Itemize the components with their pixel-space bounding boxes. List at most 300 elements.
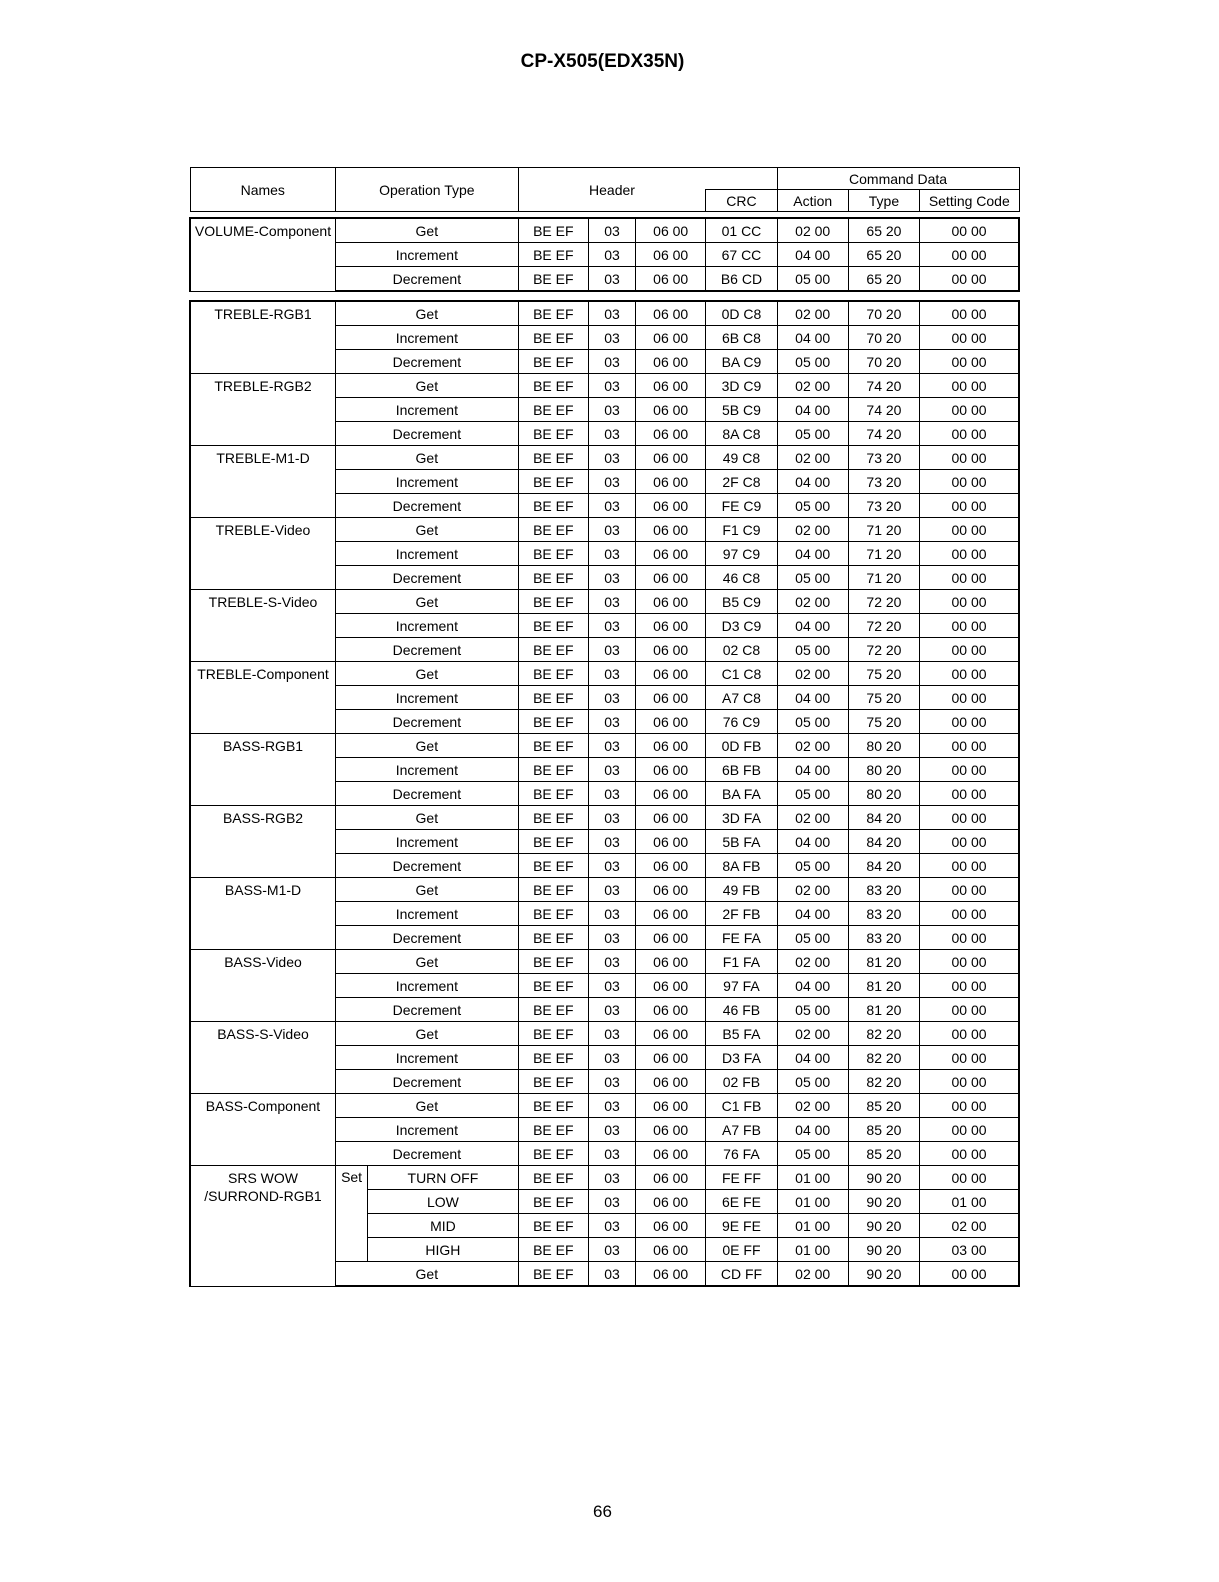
cell-operation: Increment: [336, 902, 519, 926]
cell-crc: A7 C8: [706, 686, 777, 710]
cell-header_3: 06 00: [636, 854, 706, 878]
cell-action: 04 00: [777, 686, 848, 710]
row-group-name: VOLUME-Component: [190, 218, 336, 291]
cell-action: 05 00: [777, 350, 848, 374]
cell-operation: Decrement: [336, 1070, 519, 1094]
cell-crc: 5B FA: [706, 830, 777, 854]
cell-header_1: BE EF: [518, 542, 588, 566]
cell-header_1: BE EF: [518, 806, 588, 830]
cell-crc: 2F C8: [706, 470, 777, 494]
cell-operation: Decrement: [336, 710, 519, 734]
table-row: [190, 374, 1019, 398]
cell-type: 72 20: [848, 638, 919, 662]
cell-header_1: BE EF: [518, 854, 588, 878]
cell-type: 82 20: [848, 1022, 919, 1046]
cell-type: 71 20: [848, 518, 919, 542]
cell-type: 84 20: [848, 806, 919, 830]
cell-action: 04 00: [777, 902, 848, 926]
cell-header_3: 06 00: [636, 1046, 706, 1070]
cell-operation: Increment: [336, 686, 519, 710]
table-row: [190, 950, 1019, 974]
cell-header_2: 03: [588, 878, 635, 902]
cell-type: 75 20: [848, 710, 919, 734]
cell-header_3: 06 00: [636, 662, 706, 686]
cell-operation: Get: [336, 1094, 519, 1118]
cell-setting: 00 00: [920, 590, 1019, 614]
cell-action: 02 00: [777, 1022, 848, 1046]
cell-header_1: BE EF: [518, 1046, 588, 1070]
cell-header_1: BE EF: [518, 878, 588, 902]
cell-header_1: BE EF: [518, 218, 588, 243]
cell-setting: 00 00: [920, 662, 1019, 686]
header-command-data: Command Data: [777, 168, 1019, 190]
header-operation-type: Operation Type: [336, 168, 519, 212]
cell-setting: 00 00: [920, 614, 1019, 638]
cell-operation: Increment: [336, 470, 519, 494]
cell-header_1: BE EF: [518, 662, 588, 686]
cell-header_1: BE EF: [518, 1166, 588, 1190]
cell-crc: 8A FB: [706, 854, 777, 878]
cell-header_1: BE EF: [518, 1022, 588, 1046]
cell-operation: Get: [336, 950, 519, 974]
cell-setting: 01 00: [920, 1190, 1019, 1214]
cell-header_2: 03: [588, 614, 635, 638]
cell-header_2: 03: [588, 1214, 635, 1238]
srs-name-line2: /SURROND-RGB1: [204, 1188, 322, 1204]
cell-type: 74 20: [848, 398, 919, 422]
cell-crc: 3D C9: [706, 374, 777, 398]
cell-header_3: 06 00: [636, 518, 706, 542]
cell-header_2: 03: [588, 950, 635, 974]
cell-header_2: 03: [588, 1262, 635, 1287]
row-group-name: TREBLE-Video: [190, 518, 336, 590]
cell-header_3: 06 00: [636, 830, 706, 854]
cell-type: 85 20: [848, 1094, 919, 1118]
table-row: [190, 301, 1019, 326]
cell-type: 83 20: [848, 902, 919, 926]
cell-operation: MID: [368, 1214, 519, 1238]
cell-type: 80 20: [848, 734, 919, 758]
cell-header_2: 03: [588, 902, 635, 926]
cell-type: 90 20: [848, 1262, 919, 1287]
cell-operation: Decrement: [336, 566, 519, 590]
cell-operation: Increment: [336, 398, 519, 422]
cell-header_1: BE EF: [518, 638, 588, 662]
cell-header_1: BE EF: [518, 758, 588, 782]
cell-header_1: BE EF: [518, 1118, 588, 1142]
cell-operation: Decrement: [336, 267, 519, 292]
cell-setting: 00 00: [920, 446, 1019, 470]
row-group-name: TREBLE-S-Video: [190, 590, 336, 662]
cell-crc: 6E FE: [706, 1190, 777, 1214]
cell-setting: 00 00: [920, 1094, 1019, 1118]
cell-header_2: 03: [588, 1166, 635, 1190]
cell-header_1: BE EF: [518, 326, 588, 350]
cell-action: 04 00: [777, 243, 848, 267]
cell-header_1: BE EF: [518, 974, 588, 998]
cell-action: 02 00: [777, 878, 848, 902]
cell-action: 04 00: [777, 614, 848, 638]
cell-setting: 00 00: [920, 734, 1019, 758]
cell-operation: Get: [336, 301, 519, 326]
cell-setting: 03 00: [920, 1238, 1019, 1262]
cell-header_3: 06 00: [636, 686, 706, 710]
cell-header_1: BE EF: [518, 710, 588, 734]
cell-setting: 00 00: [920, 350, 1019, 374]
cell-type: 85 20: [848, 1118, 919, 1142]
cell-setting: 00 00: [920, 902, 1019, 926]
cell-action: 04 00: [777, 542, 848, 566]
cell-crc: D3 C9: [706, 614, 777, 638]
table-row: [190, 446, 1019, 470]
cell-header_3: 06 00: [636, 638, 706, 662]
cell-header_2: 03: [588, 1094, 635, 1118]
cell-operation: Increment: [336, 1046, 519, 1070]
cell-header_2: 03: [588, 662, 635, 686]
cell-operation: Decrement: [336, 782, 519, 806]
cell-header_2: 03: [588, 267, 635, 292]
cell-header_2: 03: [588, 470, 635, 494]
cell-type: 73 20: [848, 470, 919, 494]
cell-action: 02 00: [777, 950, 848, 974]
cell-header_3: 06 00: [636, 267, 706, 292]
cell-crc: 67 CC: [706, 243, 777, 267]
cell-header_3: 06 00: [636, 590, 706, 614]
cell-crc: 02 FB: [706, 1070, 777, 1094]
cell-operation: Increment: [336, 326, 519, 350]
cell-operation: Get: [336, 662, 519, 686]
cell-operation: Increment: [336, 243, 519, 267]
cell-action: 05 00: [777, 854, 848, 878]
cell-setting: 00 00: [920, 830, 1019, 854]
cell-crc: 0E FF: [706, 1238, 777, 1262]
cell-operation: Decrement: [336, 494, 519, 518]
row-group-name: BASS-M1-D: [190, 878, 336, 950]
row-group-name: BASS-Video: [190, 950, 336, 1022]
cell-header_2: 03: [588, 1238, 635, 1262]
cell-header_3: 06 00: [636, 1118, 706, 1142]
cell-header_1: BE EF: [518, 446, 588, 470]
cell-operation: TURN OFF: [368, 1166, 519, 1190]
cell-setting: 00 00: [920, 686, 1019, 710]
cell-header_2: 03: [588, 782, 635, 806]
cell-action: 05 00: [777, 1142, 848, 1166]
header-crc: CRC: [706, 190, 777, 212]
cell-action: 02 00: [777, 374, 848, 398]
cell-header_3: 06 00: [636, 374, 706, 398]
cell-header_3: 06 00: [636, 998, 706, 1022]
cell-header_1: BE EF: [518, 374, 588, 398]
cell-header_1: BE EF: [518, 422, 588, 446]
table-row: [190, 662, 1019, 686]
cell-type: 65 20: [848, 243, 919, 267]
cell-crc: 2F FB: [706, 902, 777, 926]
cell-setting: 00 00: [920, 518, 1019, 542]
cell-header_3: 06 00: [636, 446, 706, 470]
cell-header_2: 03: [588, 854, 635, 878]
cell-operation: LOW: [368, 1190, 519, 1214]
cell-setting: 00 00: [920, 566, 1019, 590]
cell-operation: Get: [336, 1262, 519, 1287]
cell-crc: 46 C8: [706, 566, 777, 590]
command-table: [189, 167, 1020, 1287]
cell-header_2: 03: [588, 638, 635, 662]
row-group-name: TREBLE-Component: [190, 662, 336, 734]
cell-header_3: 06 00: [636, 758, 706, 782]
cell-type: 74 20: [848, 374, 919, 398]
cell-header_3: 06 00: [636, 326, 706, 350]
cell-header_1: BE EF: [518, 734, 588, 758]
cell-header_3: 06 00: [636, 1238, 706, 1262]
page-number: 66: [593, 1502, 612, 1521]
cell-action: 02 00: [777, 806, 848, 830]
cell-header_3: 06 00: [636, 422, 706, 446]
cell-crc: B6 CD: [706, 267, 777, 292]
row-group-name: TREBLE-RGB1: [190, 301, 336, 374]
cell-type: 84 20: [848, 830, 919, 854]
cell-setting: 00 00: [920, 494, 1019, 518]
cell-header_3: 06 00: [636, 1262, 706, 1287]
cell-operation: Get: [336, 218, 519, 243]
cell-header_2: 03: [588, 926, 635, 950]
header-action: Action: [777, 190, 848, 212]
cell-crc: 76 FA: [706, 1142, 777, 1166]
cell-header_2: 03: [588, 243, 635, 267]
cell-action: 04 00: [777, 974, 848, 998]
cell-type: 73 20: [848, 494, 919, 518]
cell-type: 81 20: [848, 950, 919, 974]
cell-action: 01 00: [777, 1166, 848, 1190]
cell-header_3: 06 00: [636, 614, 706, 638]
cell-type: 65 20: [848, 218, 919, 243]
cell-operation: Increment: [336, 974, 519, 998]
cell-header_2: 03: [588, 998, 635, 1022]
table-row: [190, 218, 1019, 243]
cell-header_2: 03: [588, 566, 635, 590]
cell-operation: Decrement: [336, 350, 519, 374]
cell-setting: 00 00: [920, 243, 1019, 267]
cell-setting: 02 00: [920, 1214, 1019, 1238]
cell-action: 02 00: [777, 301, 848, 326]
cell-header_1: BE EF: [518, 902, 588, 926]
cell-action: 05 00: [777, 494, 848, 518]
cell-header_1: BE EF: [518, 518, 588, 542]
cell-setting: 00 00: [920, 422, 1019, 446]
row-group-name: BASS-RGB2: [190, 806, 336, 878]
cell-header_2: 03: [588, 1022, 635, 1046]
cell-operation: Get: [336, 518, 519, 542]
cell-header_3: 06 00: [636, 1166, 706, 1190]
header-setting-code: Setting Code: [920, 190, 1019, 212]
cell-crc: 6B C8: [706, 326, 777, 350]
cell-operation: Decrement: [336, 638, 519, 662]
cell-header_2: 03: [588, 446, 635, 470]
cell-operation: Get: [336, 590, 519, 614]
cell-setting: 00 00: [920, 926, 1019, 950]
cell-header_3: 06 00: [636, 734, 706, 758]
cell-header_3: 06 00: [636, 1142, 706, 1166]
cell-operation: Get: [336, 374, 519, 398]
cell-crc: 8A C8: [706, 422, 777, 446]
cell-setting: 00 00: [920, 1262, 1019, 1287]
cell-crc: BA FA: [706, 782, 777, 806]
cell-header_3: 06 00: [636, 926, 706, 950]
cell-setting: 00 00: [920, 218, 1019, 243]
cell-header_2: 03: [588, 1142, 635, 1166]
cell-header_3: 06 00: [636, 542, 706, 566]
cell-action: 05 00: [777, 782, 848, 806]
cell-header_1: BE EF: [518, 614, 588, 638]
cell-operation: Decrement: [336, 854, 519, 878]
cell-header_2: 03: [588, 326, 635, 350]
cell-action: 02 00: [777, 1262, 848, 1287]
cell-header_2: 03: [588, 734, 635, 758]
cell-setting: 00 00: [920, 267, 1019, 292]
cell-header_3: 06 00: [636, 782, 706, 806]
cell-action: 05 00: [777, 998, 848, 1022]
cell-operation: Decrement: [336, 998, 519, 1022]
table-row: [190, 1094, 1019, 1118]
cell-type: 74 20: [848, 422, 919, 446]
row-group-name: TREBLE-M1-D: [190, 446, 336, 518]
cell-header_1: BE EF: [518, 566, 588, 590]
cell-header_2: 03: [588, 301, 635, 326]
cell-action: 04 00: [777, 470, 848, 494]
cell-operation: Increment: [336, 614, 519, 638]
cell-action: 04 00: [777, 398, 848, 422]
cell-header_2: 03: [588, 830, 635, 854]
cell-type: 80 20: [848, 758, 919, 782]
cell-setting: 00 00: [920, 998, 1019, 1022]
cell-type: 90 20: [848, 1166, 919, 1190]
cell-crc: F1 C9: [706, 518, 777, 542]
cell-setting: 00 00: [920, 542, 1019, 566]
cell-crc: C1 FB: [706, 1094, 777, 1118]
cell-crc: B5 C9: [706, 590, 777, 614]
cell-header_1: BE EF: [518, 950, 588, 974]
cell-crc: A7 FB: [706, 1118, 777, 1142]
cell-crc: 0D FB: [706, 734, 777, 758]
cell-type: 85 20: [848, 1142, 919, 1166]
cell-header_3: 06 00: [636, 218, 706, 243]
cell-header_1: BE EF: [518, 830, 588, 854]
cell-header_1: BE EF: [518, 267, 588, 292]
cell-crc: CD FF: [706, 1262, 777, 1287]
cell-header_2: 03: [588, 374, 635, 398]
cell-operation: Increment: [336, 1118, 519, 1142]
document-title: CP-X505(EDX35N): [520, 51, 685, 72]
cell-header_3: 06 00: [636, 1070, 706, 1094]
cell-setting: 00 00: [920, 1166, 1019, 1190]
cell-header_1: BE EF: [518, 1142, 588, 1166]
cell-header_2: 03: [588, 806, 635, 830]
row-group-name: BASS-RGB1: [190, 734, 336, 806]
cell-crc: F1 FA: [706, 950, 777, 974]
cell-action: 05 00: [777, 267, 848, 292]
cell-setting: 00 00: [920, 1070, 1019, 1094]
cell-type: 72 20: [848, 590, 919, 614]
cell-header_2: 03: [588, 1046, 635, 1070]
cell-operation: HIGH: [368, 1238, 519, 1262]
cell-header_3: 06 00: [636, 1190, 706, 1214]
cell-type: 83 20: [848, 878, 919, 902]
cell-action: 04 00: [777, 830, 848, 854]
cell-header_1: BE EF: [518, 998, 588, 1022]
cell-type: 81 20: [848, 974, 919, 998]
cell-header_1: BE EF: [518, 1094, 588, 1118]
cell-setting: 00 00: [920, 326, 1019, 350]
cell-crc: 02 C8: [706, 638, 777, 662]
cell-action: 02 00: [777, 662, 848, 686]
cell-crc: 76 C9: [706, 710, 777, 734]
cell-setting: 00 00: [920, 782, 1019, 806]
cell-header_2: 03: [588, 518, 635, 542]
table-row: [190, 1022, 1019, 1046]
cell-setting: 00 00: [920, 1142, 1019, 1166]
cell-header_1: BE EF: [518, 350, 588, 374]
cell-setting: 00 00: [920, 710, 1019, 734]
cell-action: 04 00: [777, 326, 848, 350]
cell-type: 90 20: [848, 1214, 919, 1238]
cell-header_3: 06 00: [636, 1022, 706, 1046]
cell-action: 04 00: [777, 1118, 848, 1142]
cell-header_3: 06 00: [636, 974, 706, 998]
cell-header_2: 03: [588, 350, 635, 374]
cell-crc: B5 FA: [706, 1022, 777, 1046]
cell-action: 05 00: [777, 926, 848, 950]
row-group-name: [190, 1166, 336, 1287]
cell-operation: Decrement: [336, 1142, 519, 1166]
cell-header_2: 03: [588, 542, 635, 566]
cell-header_3: 06 00: [636, 301, 706, 326]
cell-setting: 00 00: [920, 374, 1019, 398]
cell-header_1: BE EF: [518, 590, 588, 614]
cell-action: 01 00: [777, 1238, 848, 1262]
cell-header_3: 06 00: [636, 710, 706, 734]
cell-header_3: 06 00: [636, 350, 706, 374]
table-row: [190, 734, 1019, 758]
cell-type: 81 20: [848, 998, 919, 1022]
cell-header_3: 06 00: [636, 878, 706, 902]
cell-action: 02 00: [777, 518, 848, 542]
cell-operation: Increment: [336, 542, 519, 566]
cell-type: 80 20: [848, 782, 919, 806]
cell-type: 65 20: [848, 267, 919, 292]
cell-crc: 46 FB: [706, 998, 777, 1022]
cell-header_3: 06 00: [636, 243, 706, 267]
cell-setting: 00 00: [920, 974, 1019, 998]
cell-crc: D3 FA: [706, 1046, 777, 1070]
row-group-name: BASS-S-Video: [190, 1022, 336, 1094]
cell-header_3: 06 00: [636, 566, 706, 590]
cell-header_3: 06 00: [636, 470, 706, 494]
cell-action: 05 00: [777, 638, 848, 662]
cell-crc: FE FF: [706, 1166, 777, 1190]
cell-action: 02 00: [777, 590, 848, 614]
cell-setting: 00 00: [920, 950, 1019, 974]
cell-type: 82 20: [848, 1070, 919, 1094]
row-group-name: TREBLE-RGB2: [190, 374, 336, 446]
cell-type: 71 20: [848, 542, 919, 566]
cell-type: 90 20: [848, 1238, 919, 1262]
cell-crc: 6B FB: [706, 758, 777, 782]
srs-name-line1: SRS WOW: [228, 1170, 298, 1186]
cell-header_3: 06 00: [636, 1094, 706, 1118]
cell-setting: 00 00: [920, 638, 1019, 662]
header-names: Names: [190, 168, 336, 212]
cell-operation: Get: [336, 878, 519, 902]
cell-header_2: 03: [588, 710, 635, 734]
